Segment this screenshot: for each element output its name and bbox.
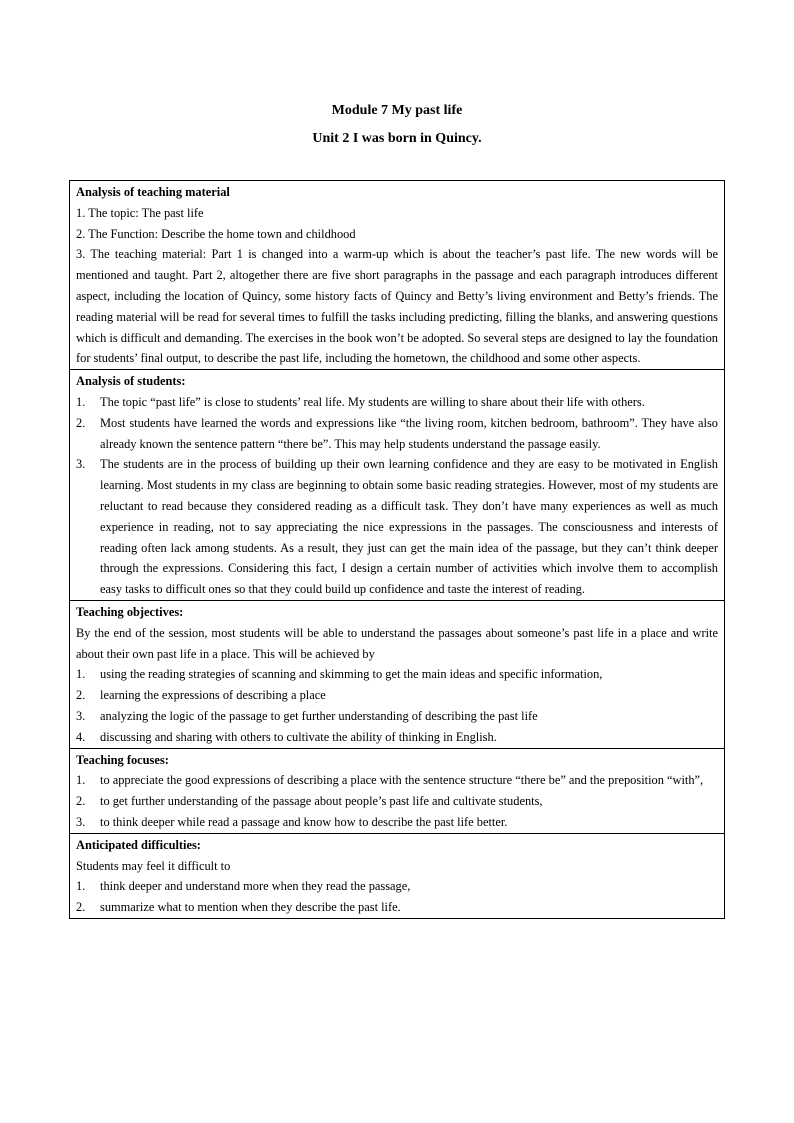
item-number: 3. (76, 457, 86, 472)
item-number: 3. (76, 708, 86, 723)
item-text: think deeper and understand more when they read the passage, (100, 879, 411, 894)
list-item (76, 897, 718, 918)
item-number: 2. (76, 415, 86, 430)
section-teaching-focuses (70, 748, 725, 833)
list-item (76, 770, 718, 791)
section-intro: By the end of the session, most students will be able to understand the passages about someone’s past life in a place and write about their own past life in a place. This will be achieved by (76, 625, 718, 661)
list-item (76, 876, 718, 897)
difficulties-list (76, 876, 718, 918)
list-item (76, 664, 718, 685)
list-item (76, 706, 718, 727)
item-text: The topic “past life” is close to students’ real life. My students are willing to share about their life with others. (100, 394, 645, 409)
section-analysis-of-students (70, 370, 725, 601)
list-item (76, 685, 718, 706)
item-text: using the reading strategies of scanning and skimming to get the main ideas and specific information, (100, 667, 603, 682)
material-line: 2. The Function: Describe the home town and childhood (76, 226, 356, 241)
module-title: Module 7 My past life (331, 103, 463, 118)
item-text: to think deeper while read a passage and know how to describe the past life better. (100, 814, 508, 829)
item-text: discussing and sharing with others to cultivate the ability of thinking in English. (100, 729, 497, 744)
list-item (76, 392, 718, 413)
list-item (76, 413, 718, 455)
item-text: Most students have learned the words and expressions like “the living room, kitchen bedroom, bathroom”. They have also already known the sentence pattern “there be”. This may help students understand the passage easily. (100, 415, 718, 451)
list-item (76, 727, 718, 748)
section-heading: Teaching focuses: (76, 752, 169, 767)
item-number: 2. (76, 688, 86, 703)
lesson-plan-table (69, 180, 725, 919)
item-number: 2. (76, 794, 86, 809)
section-heading: Analysis of students: (76, 374, 186, 389)
students-list (76, 392, 718, 600)
list-item (76, 812, 718, 833)
list-item (76, 454, 718, 600)
item-text: learning the expressions of describing a place (100, 688, 326, 703)
item-number: 1. (76, 773, 86, 788)
item-number: 1. (76, 394, 86, 409)
item-text: analyzing the logic of the passage to get further understanding of describing the past life (100, 708, 538, 723)
material-line: 1. The topic: The past life (76, 205, 204, 220)
list-item (76, 791, 718, 812)
item-number: 1. (76, 879, 86, 894)
section-anticipated-difficulties (70, 833, 725, 918)
section-intro: Students may feel it difficult to (76, 858, 231, 873)
item-number: 1. (76, 667, 86, 682)
item-number: 4. (76, 729, 86, 744)
item-text: to appreciate the good expressions of describing a place with the sentence structure “there be” and the preposition “with”, (100, 773, 704, 788)
section-heading: Analysis of teaching material (76, 185, 230, 199)
item-number: 2. (76, 900, 86, 915)
section-heading: Teaching objectives: (76, 604, 184, 619)
section-teaching-material (70, 181, 725, 370)
focuses-list (76, 770, 718, 832)
item-number: 3. (76, 814, 86, 829)
material-line: 3. The teaching material: Part 1 is changed into a warm-up which is about the teacher’s past life. The new words will be mentioned and taught. Part 2, altogether there are five short paragraphs in the passage and each paragraph introduces different aspect, including the location of Quincy, some history facts of Quincy and Betty’s living environment and Betty’s friends. The reading material will be read for several times to fulfill the tasks including predicting, filling the blanks, and answering questions which is difficult and demanding. The exercises in the book won’t be adopted. So several steps are designed to lay the foundation for students’ final output, to describe the past life, including the hometown, the childhood and some other aspects. (76, 247, 718, 366)
unit-title: Unit 2 I was born in Quincy. (312, 131, 482, 146)
section-teaching-objectives (70, 600, 725, 748)
objectives-list (76, 664, 718, 747)
item-text: The students are in the process of building up their own learning confidence and they are easy to be motivated in English learning. Most students in my class are beginning to obtain some basic reading strategies. However, most of my students are reluctant to read because they considered reading as a difficult task. They don’t have many experiences as well as much experience in reading, not to say appreciating the nice expressions in the passages. The consciousness and interests of reading often lack among students. As a result, they just can get the main idea of the passage, but they can’t think deeper through the expressions. Considering this fact, I design a certain number of activities which involve them to accomplish easy tasks to difficult ones so that they could build up confidence and taste the interest of reading. (100, 457, 718, 597)
item-text: summarize what to mention when they describe the past life. (100, 900, 401, 915)
section-heading: Anticipated difficulties: (76, 837, 201, 852)
item-text: to get further understanding of the passage about people’s past life and cultivate students, (100, 794, 543, 809)
